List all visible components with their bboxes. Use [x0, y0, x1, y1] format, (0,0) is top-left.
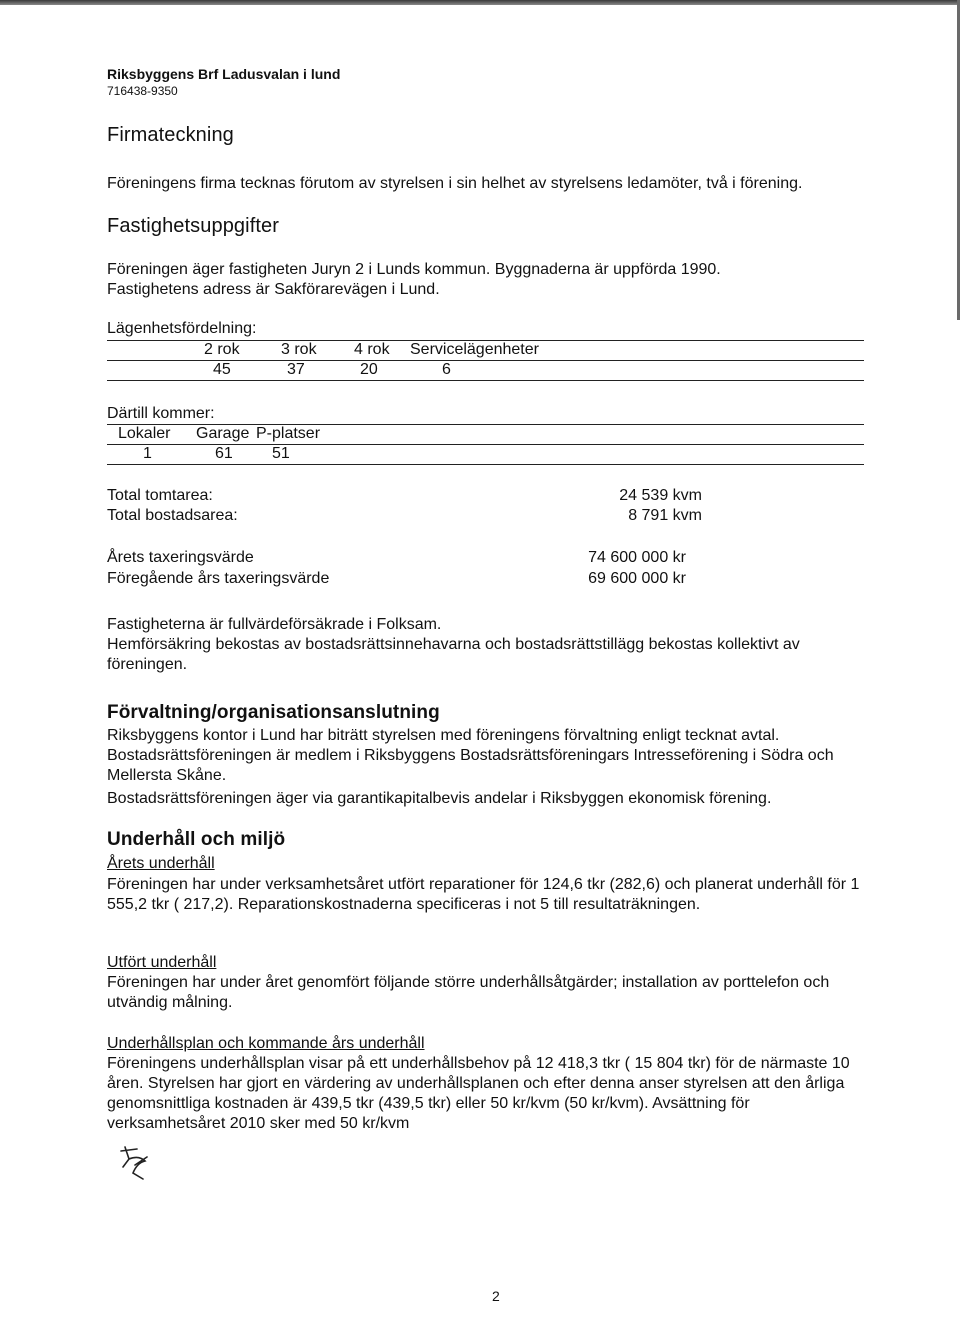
lagenhet-header-3rok: 3 rok: [281, 341, 317, 358]
forvaltning-text-3: Bostadsrättsföreningen äger via garantikapitalbevis andelar i Riksbyggen ekonomisk förening.: [107, 790, 772, 807]
dartill-value-lokaler: 1: [143, 445, 152, 462]
insurance-line-2: Hemförsäkring bekostas av bostadsrättsinnehavarna och bostadsrättstillägg bekostas kollektivt av föreningen.: [107, 636, 800, 673]
insurance-line-1: Fastigheterna är fullvärdeförsäkrade i Folksam.: [107, 616, 442, 633]
dartill-header-lokaler: Lokaler: [118, 425, 171, 442]
dartill-label: Därtill kommer:: [107, 405, 215, 422]
lagenhet-value-service: 6: [442, 361, 451, 378]
section-title-firmateckning: Firmateckning: [107, 124, 234, 146]
area-label-tomtarea: Total tomtarea:: [107, 487, 213, 504]
arets-underhall-heading: Årets underhåll: [107, 855, 215, 872]
fastighet-line-2: Fastighetens adress är Sakförarevägen i Lund.: [107, 281, 440, 298]
area-value-tomtarea: 24 539 kvm: [619, 487, 702, 504]
forvaltning-text-2: Bostadsrättsföreningen är medlem i Riksbyggens Bostadsrättsföreningars Intresseförening i Södra och Mellersta Skåne.: [107, 747, 834, 784]
taxering-label-current: Årets taxeringsvärde: [107, 549, 254, 566]
lagenhet-header-2rok: 2 rok: [204, 341, 240, 358]
forvaltning-text-1: Riksbyggens kontor i Lund har biträtt styrelsen med föreningens förvaltning enligt tecknat avtal.: [107, 727, 780, 744]
lagenhet-value-4rok: 20: [360, 361, 378, 378]
underhallsplan-heading: Underhållsplan och kommande års underhåll: [107, 1035, 425, 1052]
lagenhet-rule-3: [107, 380, 864, 381]
utfort-underhall-heading: Utfört underhåll: [107, 954, 217, 971]
underhallsplan-text: Föreningens underhållsplan visar på ett underhållsbehov på 12 418,3 tkr ( 15 804 tkr) för de närmaste 10 åren. Styrelsen har gjort en värdering av underhållsplanen och efter denna anser styrelsen att den årliga genomsnittliga kostnaden är 439,5 tkr (439,5 tkr) eller 50 kr/kvm (50 kr/kvm). Avsättning för verksamhetsåret 2010 sker med 50 kr/kvm: [107, 1055, 850, 1132]
dartill-value-pplatser: 51: [272, 445, 290, 462]
section-title-forvaltning: Förvaltning/organisationsanslutning: [107, 702, 440, 723]
lagenhet-label: Lägenhetsfördelning:: [107, 320, 257, 337]
arets-underhall-text: Föreningen har under verksamhetsåret utfört reparationer för 124,6 tkr (282,6) och planerat underhåll för 1 555,2 tkr ( 217,2). Reparationskostnaderna specificeras i not 5 till resultaträkningen.: [107, 876, 860, 913]
lagenhet-value-3rok: 37: [287, 361, 305, 378]
page-number: 2: [492, 1288, 500, 1304]
section-title-underhall: Underhåll och miljö: [107, 829, 286, 850]
dartill-rule-3: [107, 464, 864, 465]
dartill-value-garage: 61: [215, 445, 233, 462]
dartill-header-garage: Garage: [196, 425, 250, 442]
section-title-fastighetsuppgifter: Fastighetsuppgifter: [107, 215, 279, 237]
organization-name: Riksbyggens Brf Ladusvalan i lund: [107, 66, 341, 82]
organization-number: 716438-9350: [107, 84, 178, 98]
area-label-bostadsarea: Total bostadsarea:: [107, 507, 238, 524]
firmateckning-text: Föreningens firma tecknas förutom av styrelsen i sin helhet av styrelsens ledamöter, två i förening.: [107, 175, 803, 192]
fastighet-line-1: Föreningen äger fastigheten Juryn 2 i Lunds kommun. Byggnaderna är uppförda 1990.: [107, 261, 721, 278]
lagenhet-header-4rok: 4 rok: [354, 341, 390, 358]
taxering-value-current: 74 600 000 kr: [588, 549, 686, 566]
utfort-underhall-text: Föreningen har under året genomfört följande större underhållsåtgärder; installation av porttelefon och utvändig målning.: [107, 974, 830, 1011]
initials-signature: [117, 1143, 153, 1181]
taxering-label-previous: Föregående års taxeringsvärde: [107, 570, 330, 587]
scan-edge-top: [0, 0, 960, 5]
lagenhet-header-service: Servicelägenheter: [410, 341, 539, 358]
dartill-header-pplatser: P-platser: [256, 425, 321, 442]
taxering-value-previous: 69 600 000 kr: [588, 570, 686, 587]
lagenhet-value-2rok: 45: [213, 361, 231, 378]
area-value-bostadsarea: 8 791 kvm: [628, 507, 702, 524]
